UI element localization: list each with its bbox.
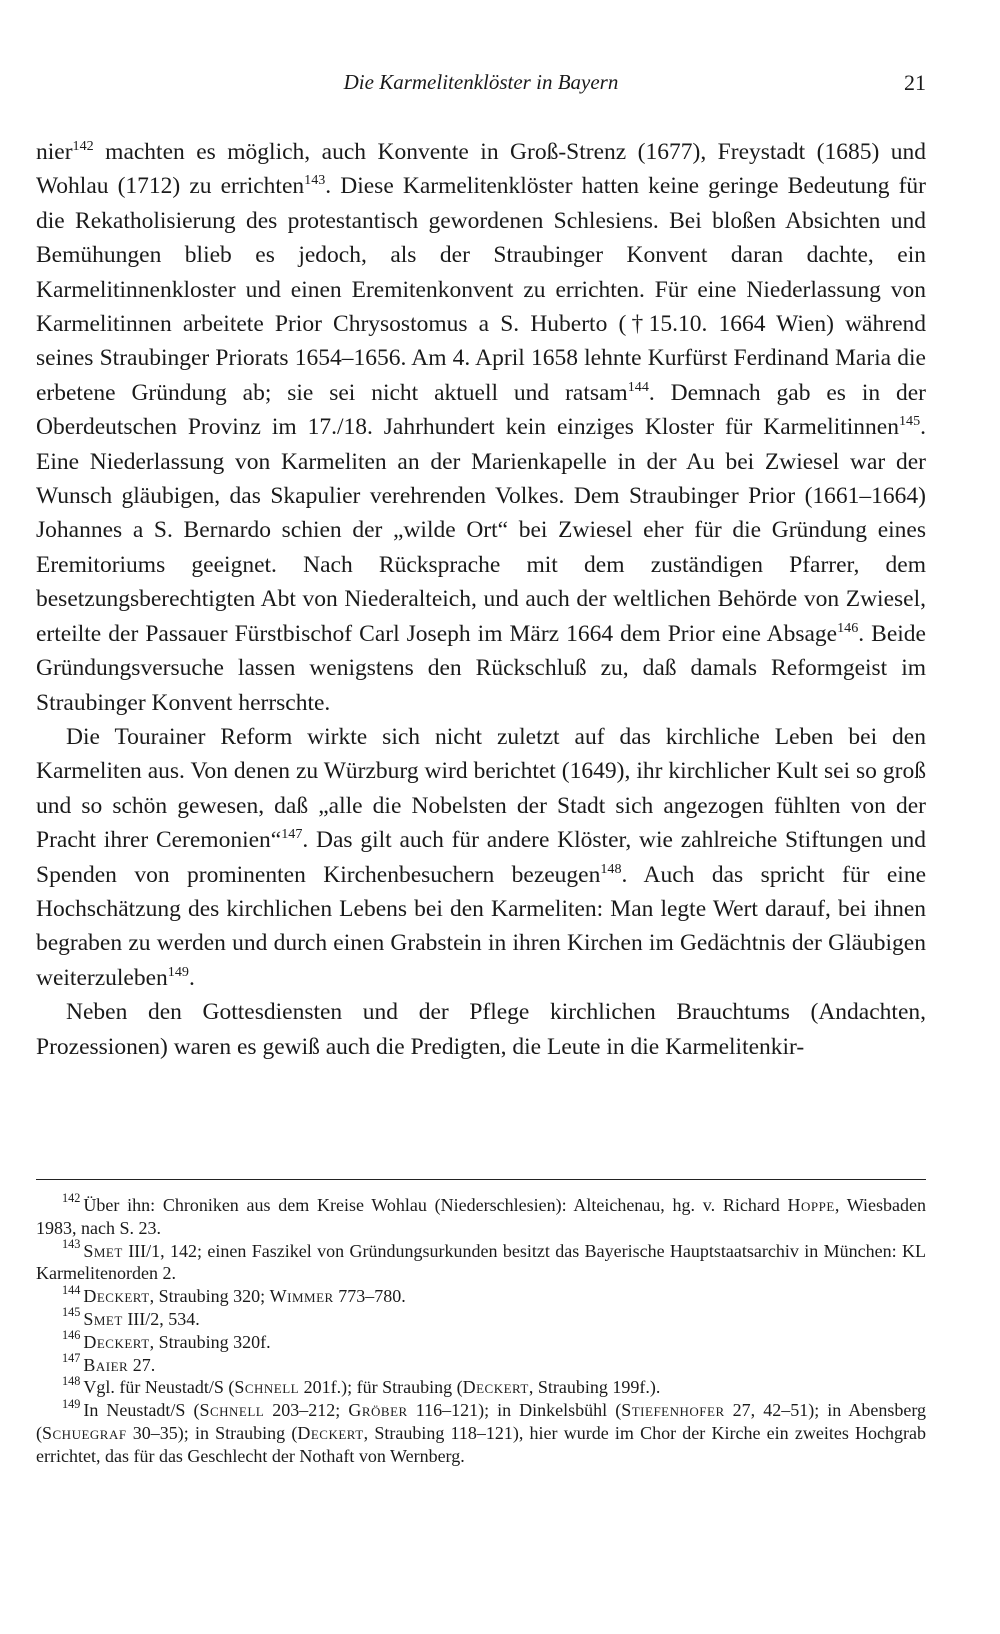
footnote-144 xyxy=(36,1282,926,1308)
footnote-143 xyxy=(36,1237,926,1286)
footnote-number: 146 xyxy=(62,1328,81,1343)
author-name: Hoppe xyxy=(787,1195,835,1215)
footnote-number: 147 xyxy=(62,1351,81,1366)
footnote-number: 142 xyxy=(62,1191,81,1206)
main-text xyxy=(36,135,926,1064)
footnote-number: 145 xyxy=(62,1305,81,1320)
text-run: Die Tourainer Reform wirkte sich nicht zuletzt auf das kirchliche Leben bei den Karmeliten aus. Von denen zu Würzburg wird berichtet (1649), ihr kirchlicher Kult sei so groß und so schön gewesen, daß „alle die Nobelsten der Stadt sich angezogen fühlten von der Pracht ihrer Ceremonien“ xyxy=(36,723,926,854)
author-name: Smet xyxy=(83,1308,123,1329)
footnote-ref-143: 143 xyxy=(304,172,326,189)
text-run: nier xyxy=(36,139,73,165)
footnote-number: 143 xyxy=(62,1237,81,1252)
author-name: Stiefenhofer xyxy=(621,1400,725,1421)
author-name: Schnell xyxy=(199,1400,265,1421)
footnote-text: 203–212; xyxy=(264,1400,349,1421)
paragraph-3 xyxy=(36,995,926,1064)
author-name: Deckert xyxy=(297,1422,364,1443)
author-name: Schnell xyxy=(234,1377,300,1398)
footnote-text: , Straubing 320; xyxy=(149,1286,270,1307)
page-number: 21 xyxy=(904,70,926,95)
author-name: Schuegraf xyxy=(42,1422,127,1443)
footnote-ref-148: 148 xyxy=(600,860,622,877)
text-run: . Diese Karmelitenklöster hatten keine geringe Bedeutung für die Rekatholisierung des protestantisch gewordenen Schlesiens. Bei bloßen Absichten und Bemühungen blieb es jedoch, als der Straubinger Konvent daran dachte, ein Karmelitinnenkloster und einen Eremitenkonvent zu errichten. Für eine Niederlassung von Karmelitinnen arbeitete Prior Chrysostomus a S. Huberto (†15.10. 1664 Wien) während seines Straubinger Priorats 1654–1656. Am 4. April 1658 lehnte Kurfürst Ferdinand Maria die erbetene Gründung ab; sie sei nicht aktuell und ratsam xyxy=(36,173,926,406)
author-name: Baier xyxy=(83,1354,129,1375)
footnote-145 xyxy=(36,1305,926,1331)
author-name: Wimmer xyxy=(269,1286,334,1307)
author-name: Gröber xyxy=(348,1400,408,1421)
footnote-text: 27, 42–51); in Abensberg ( xyxy=(36,1400,926,1443)
footnote-text: , Wiesbaden 1983, nach S. 23. xyxy=(36,1195,926,1238)
footnote-148 xyxy=(36,1373,926,1399)
footnote-text: Vgl. für Neustadt/S ( xyxy=(83,1377,235,1398)
author-name: Deckert xyxy=(462,1377,529,1398)
footnote-ref-146: 146 xyxy=(837,619,859,636)
paragraph-1 xyxy=(36,135,926,720)
text-run: . Das gilt auch für andere Klöster, wie zahlreiche Stiftungen und Spenden von prominenten Kirchenbesuchern bezeugen xyxy=(36,827,926,888)
footnote-text: 773–780. xyxy=(333,1286,406,1307)
footnote-text: , Straubing 320f. xyxy=(149,1331,271,1352)
text-run: Neben den Gottesdiensten und der Pflege kirchlichen Brauchtums (Andachten, Prozessionen) waren es gewiß auch die Predigten, die Leute in die Karmelitenkir- xyxy=(36,999,926,1060)
footnote-text: III/1, 142; einen Faszikel von Gründungsurkunden besitzt das Bayerische Hauptstaatsarchiv in München: KL Karmelitenorden 2. xyxy=(36,1240,926,1284)
footnote-text: , Straubing 199f.). xyxy=(528,1377,661,1398)
footnote-text: 201f.); für Straubing ( xyxy=(299,1377,463,1398)
text-run: . Demnach gab es in der Oberdeutschen Provinz im 17./18. Jahrhundert kein einziges Kloster für Karmelitinnen xyxy=(36,379,926,441)
footnote-text: Über ihn: Chroniken aus dem Kreise Wohlau (Niederschlesien): Alteichenau, hg. v. Richard xyxy=(83,1195,788,1215)
footnote-text: 27. xyxy=(128,1354,156,1375)
paragraph-2 xyxy=(36,720,926,995)
footnote-number: 149 xyxy=(62,1396,81,1411)
author-name: Deckert xyxy=(83,1286,150,1307)
footnote-ref-147: 147 xyxy=(281,825,303,842)
text-run: . Beide Gründungsversuche lassen wenigstens den Rückschluß zu, daß damals Reformgeist im Straubinger Konvent herrschte. xyxy=(36,620,926,716)
footnote-number: 148 xyxy=(62,1373,81,1388)
text-run: . Eine Niederlassung von Karmeliten an der Marienkapelle in der Au bei Zwiesel war der Wunsch gläubigen, das Skapulier verehrenden Volkes. Dem Straubinger Prior (1661–1664) Johannes a S. Bernardo schien der „wilde Ort“ bei Zwiesel eher für die Gründung eines Eremitoriums geeignet. Nach Rücksprache mit dem zuständigen Pfarrer, dem besetzungsberechtigten Abt von Niederalteich, und auch der weltlichen Behörde von Zwiesel, erteilte der Passauer Fürstbischof Carl Joseph im März 1664 dem Prior eine Absage xyxy=(36,414,926,647)
footnotes xyxy=(36,1191,926,1468)
text-run: . xyxy=(188,964,195,991)
page-header xyxy=(36,70,926,106)
footnote-146 xyxy=(36,1328,926,1354)
footnote-text: III/2, 534. xyxy=(122,1308,200,1329)
text-run: . Auch das spricht für eine Hochschätzung des kirchlichen Lebens bei den Karmeliten: Man legte Wert darauf, bei ihnen begraben zu werden und durch einen Grabstein in ihren Kirchen im Gedächtnis der Gläubigen weiterzuleben xyxy=(36,861,927,991)
footnote-ref-144: 144 xyxy=(627,378,649,395)
text-run: machten es möglich, auch Konvente in Groß-Strenz (1677), Freystadt (1685) und Wohlau (1712) zu errichten xyxy=(36,139,926,200)
footnote-147 xyxy=(36,1351,926,1377)
footnote-separator xyxy=(36,1179,926,1180)
footnote-text: , Straubing 118–121), hier wurde im Chor der Kirche ein zweites Hochgrab errichtet, das für das Geschlecht der Nothaft von Wernberg. xyxy=(36,1422,926,1466)
author-name: Deckert xyxy=(83,1331,150,1352)
footnote-ref-142: 142 xyxy=(72,137,94,154)
footnote-text: 116–121); in Dinkelsbühl ( xyxy=(407,1400,622,1421)
footnote-149 xyxy=(36,1396,926,1467)
footnote-text: In Neustadt/S ( xyxy=(83,1400,200,1421)
footnote-ref-145: 145 xyxy=(898,413,921,430)
running-title: Die Karmelitenklöster in Bayern xyxy=(343,70,619,94)
footnote-text: 30–35); in Straubing ( xyxy=(126,1422,298,1443)
footnote-ref-149: 149 xyxy=(167,963,189,980)
footnote-142 xyxy=(36,1191,926,1240)
author-name: Smet xyxy=(83,1240,123,1261)
footnote-number: 144 xyxy=(62,1282,81,1297)
